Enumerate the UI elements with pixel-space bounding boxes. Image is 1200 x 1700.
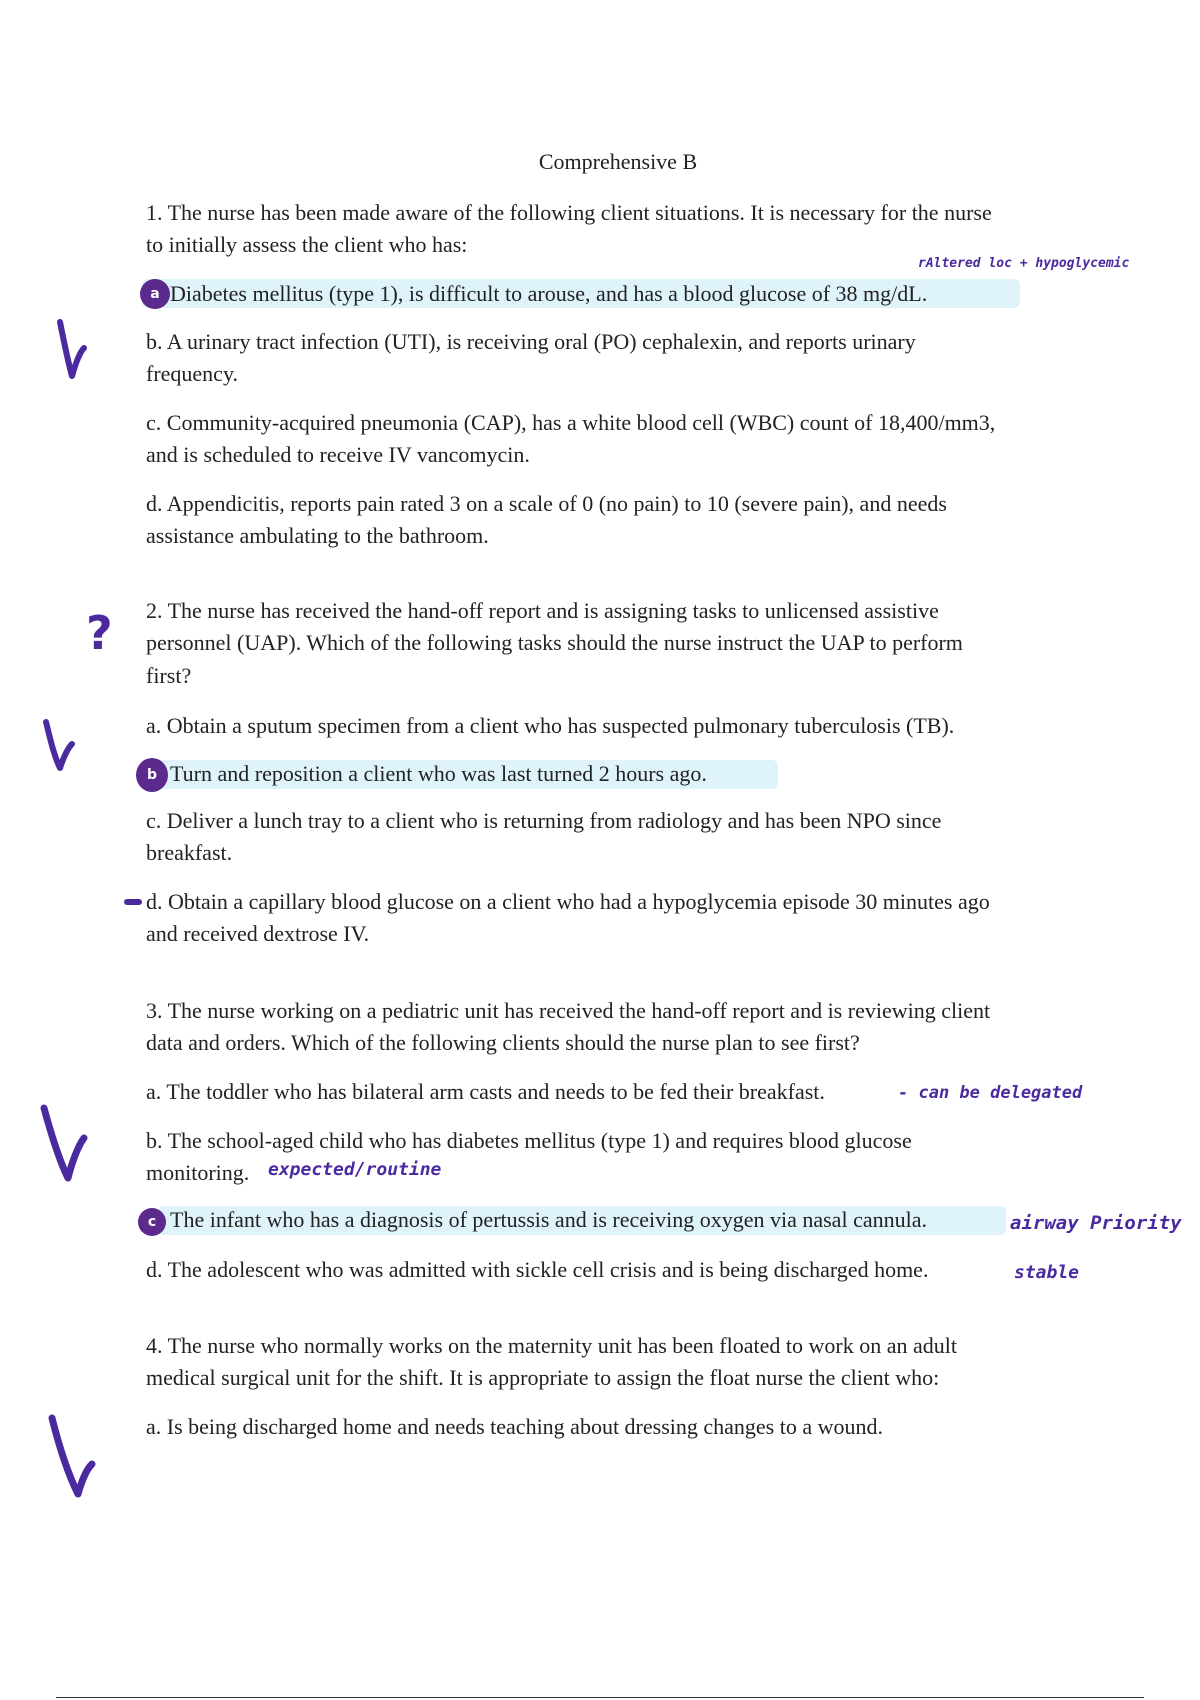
q2-option-a: a. Obtain a sputum specimen from a client who has suspected pulmonary tuberculosis (TB). [146,713,955,738]
q1-option-c-line-2: and is scheduled to receive IV vancomycin. [146,442,530,467]
q4-option-a: a. Is being discharged home and needs teaching about dressing changes to a wound. [146,1414,883,1439]
q3-note-airway-priority: airway Priority [1010,1212,1182,1234]
q2-stem-line-2: personnel (UAP). Which of the following tasks should the nurse instruct the UAP to perform [146,630,963,655]
q1-note-altered-loc: rAltered loc + hypoglycemic [918,256,1130,271]
q1-option-d-line-1: d. Appendicitis, reports pain rated 3 on a scale of 0 (no pain) to 10 (severe pain), and needs [146,491,947,516]
q3-option-b-line-1: b. The school-aged child who has diabetes mellitus (type 1) and requires blood glucose [146,1128,912,1153]
q2-option-d-line-2: and received dextrose IV. [146,921,370,946]
q1-option-c-line-1: c. Community-acquired pneumonia (CAP), has a white blood cell (WBC) count of 18,400/mm3, [146,410,996,435]
q3-option-b-line-2: monitoring. [146,1160,250,1185]
q3-note-stable: stable [1014,1262,1080,1283]
q3-stem-line-1: 3. The nurse working on a pediatric unit has received the hand-off report and is reviewing client [146,998,991,1023]
q3-answer-circle: c [138,1208,166,1236]
document-title: Comprehensive B [538,149,698,174]
q1-answer-circle: a [140,279,170,309]
q2-option-b: Turn and reposition a client who was last turned 2 hours ago. [170,761,707,786]
q3-note-can-be-delegated: - can be delegated [898,1083,1083,1103]
q2-option-c-line-1: c. Deliver a lunch tray to a client who is returning from radiology and has been NPO since [146,808,942,833]
q1-option-b-line-1: b. A urinary tract infection (UTI), is receiving oral (PO) cephalexin, and reports urinary [146,329,916,354]
q1-option-b-line-2: frequency. [146,361,239,386]
q1-stem-line-2: to initially assess the client who has: [146,232,468,257]
q4-checkmark-icon [44,1410,100,1506]
q2-dash-mark [124,899,142,905]
q1-stem-line-1: 1. The nurse has been made aware of the following client situations. It is necessary for the nurse [146,200,992,225]
q3-option-d: d. The adolescent who was admitted with sickle cell crisis and is being discharged home. [146,1257,929,1282]
q3-stem-line-2: data and orders. Which of the following clients should the nurse plan to see first? [146,1030,860,1055]
q3-checkmark-icon [36,1100,92,1190]
q2-stem-line-1: 2. The nurse has received the hand-off report and is assigning tasks to unlicensed assistive [146,598,939,623]
q4-stem-line-2: medical surgical unit for the shift. It is appropriate to assign the float nurse the client who: [146,1365,940,1390]
q2-answer-circle: b [136,758,168,792]
q2-checkmark-icon [40,716,80,776]
q3-option-a: a. The toddler who has bilateral arm casts and needs to be fed their breakfast. [146,1079,825,1104]
q2-option-c-line-2: breakfast. [146,840,233,865]
q3-option-c: The infant who has a diagnosis of pertussis and is receiving oxygen via nasal cannula. [170,1207,927,1232]
q3-note-expected-routine: expected/routine [268,1159,442,1180]
q2-option-d-line-1: d. Obtain a capillary blood glucose on a client who had a hypoglycemia episode 30 minutes ago [146,889,990,914]
q1-option-a: Diabetes mellitus (type 1), is difficult to arouse, and has a blood glucose of 38 mg/dL. [170,281,928,306]
q2-stem-line-3: first? [146,663,192,688]
bottom-rule [56,1697,1144,1698]
q1-option-d-line-2: assistance ambulating to the bathroom. [146,523,489,548]
q2-question-mark: ? [86,606,113,660]
q1-checkmark-icon [52,318,92,382]
q4-stem-line-1: 4. The nurse who normally works on the maternity unit has been floated to work on an adult [146,1333,957,1358]
